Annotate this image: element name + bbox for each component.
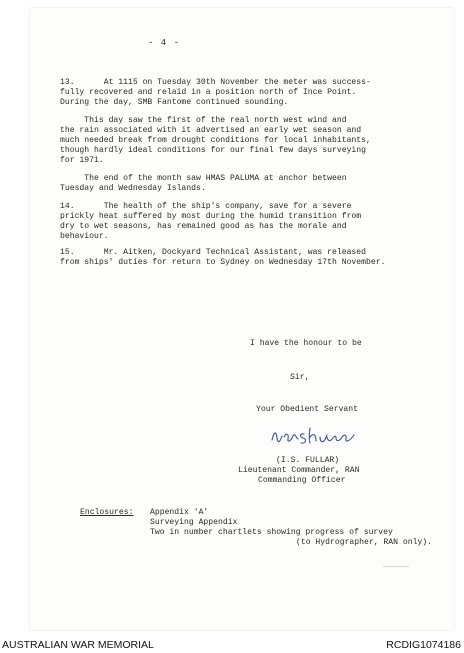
paragraph-14-line-3: dry to wet seasons, has remained good as has the morale and <box>60 222 347 231</box>
closing-honour: I have the honour to be <box>250 339 362 348</box>
paragraph-15-line-2: from ships' duties for return to Sydney on Wednesday 17th November. <box>60 258 386 267</box>
paragraph-13-line-3: During the day, SMB Fantome continued sounding. <box>60 98 289 107</box>
signatory-name: (I.S. FULLAR) <box>276 456 340 465</box>
paragraph-15-line-1: 15. Mr. Aitken, Dockyard Technical Assistant, was released <box>60 248 366 257</box>
paragraph-14-line-1: 14. The health of the ship's company, save for a severe <box>60 202 352 211</box>
faint-mark <box>383 566 409 567</box>
footer-institution: AUSTRALIAN WAR MEMORIAL <box>2 639 154 651</box>
closing-sir: Sir, <box>290 373 310 382</box>
enclosures-label: Enclosures: <box>80 508 134 517</box>
archive-footer <box>0 636 464 653</box>
enclosure-item-2: Surveying Appendix <box>150 518 238 527</box>
paragraph-13-line-1: 13. At 1115 on Tuesday 30th November the meter was success- <box>60 78 371 87</box>
paragraph-weather-line-4: though hardly ideal conditions for our final few days surveying <box>60 146 366 155</box>
enclosure-note: (to Hydrographer, RAN only). <box>296 538 432 547</box>
closing-servant: Your Obedient Servant <box>256 405 358 414</box>
page-number: - 4 - <box>148 38 181 48</box>
signatory-role: Commanding Officer <box>258 476 346 485</box>
paragraph-13-line-2: fully recovered and relaid in a position north of Ince Point. <box>60 88 357 97</box>
paragraph-weather-line-2: the rain associated with it advertised an early wet season and <box>60 126 362 135</box>
handwritten-signature <box>266 422 362 452</box>
enclosure-item-3: Two in number chartlets showing progress of survey <box>150 528 393 537</box>
paragraph-weather-line-1: This day saw the first of the real north west wind and <box>60 116 347 125</box>
paragraph-14-line-2: prickly heat suffered by most during the humid transition from <box>60 212 362 221</box>
paragraph-weather-line-3: much needed break from drought conditions for local inhabitants, <box>60 136 371 145</box>
paragraph-14-line-4: behaviour. <box>60 232 109 241</box>
paragraph-anchor-line-1: The end of the month saw HMAS PALUMA at anchor between <box>60 174 347 183</box>
enclosure-item-1: Appendix 'A' <box>150 508 209 517</box>
footer-record-id: RCDIG1074186 <box>386 639 461 651</box>
signatory-rank: Lieutenant Commander, RAN <box>238 466 360 475</box>
paragraph-anchor-line-2: Tuesday and Wednesday Islands. <box>60 184 206 193</box>
paragraph-weather-line-5: for 1971. <box>60 156 104 165</box>
